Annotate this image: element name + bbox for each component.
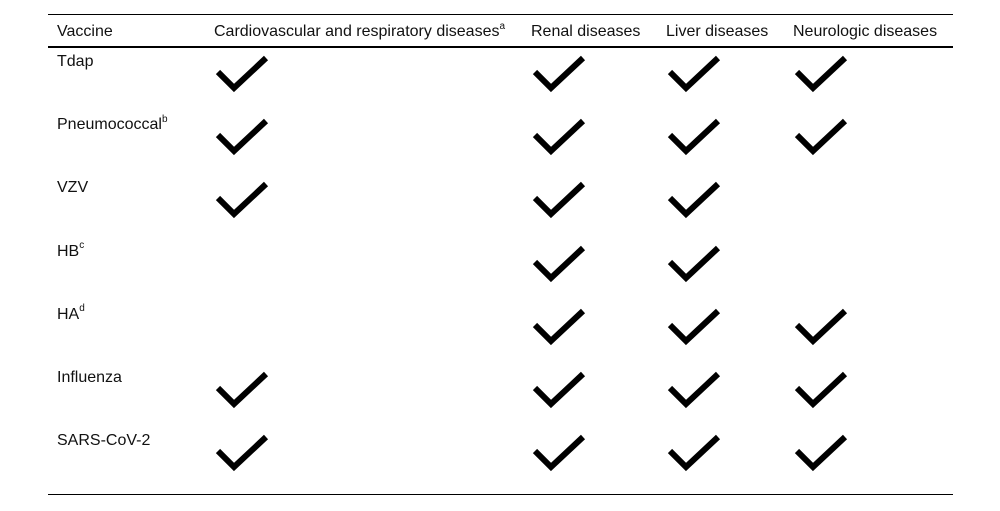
checkmark-icon [214,368,270,410]
checkmark-icon [531,431,587,473]
checkmark-icon [666,52,722,94]
vaccine-name-label: Pneumococcal [57,116,162,134]
table-header-rule [48,46,953,48]
checkmark-icon [214,52,270,94]
table-top-rule [48,14,953,15]
checkmark-icon [793,115,849,157]
vaccine-name [57,178,88,198]
header-neuro: Neurologic diseases [793,23,938,40]
checkmark-icon [793,368,849,410]
header-renal: Renal diseases [531,23,641,40]
checkmark-icon [531,242,587,284]
vaccine-name [57,305,85,325]
vaccine-footnote: c [79,240,85,252]
checkmark-icon [666,431,722,473]
checkmark-icon [214,115,270,157]
vaccine-name [57,368,122,388]
vaccine-name-label: SARS-CoV-2 [57,432,151,450]
table-bottom-rule [48,494,953,495]
vaccine-name-label: VZV [57,179,89,197]
vaccine-name [57,52,93,72]
checkmark-icon [214,431,270,473]
header-liver: Liver diseases [666,23,769,40]
vaccine-name-label: HB [57,242,80,260]
checkmark-icon [793,305,849,347]
header-cardio [214,22,505,42]
checkmark-icon [214,178,270,220]
vaccine-name [57,431,150,451]
vaccine-footnote: b [161,113,168,125]
checkmark-icon [793,52,849,94]
checkmark-icon [666,242,722,284]
vaccine-name [57,115,168,135]
checkmark-icon [531,368,587,410]
header-vaccine: Vaccine [57,23,113,40]
header-cardio-footnote: a [499,20,506,32]
vaccine-name [57,242,84,262]
header-cardio-label: Cardiovascular and respiratory diseases [214,23,500,40]
checkmark-icon [793,431,849,473]
vaccine-name-label: HA [57,305,80,323]
checkmark-icon [666,368,722,410]
vaccine-footnote: d [79,303,85,315]
checkmark-icon [666,115,722,157]
checkmark-icon [531,178,587,220]
checkmark-icon [666,178,722,220]
vaccine-name-label: Tdap [57,53,94,70]
checkmark-icon [531,115,587,157]
checkmark-icon [531,305,587,347]
checkmark-icon [666,305,722,347]
checkmark-icon [531,52,587,94]
vaccine-name-label: Influenza [57,369,122,386]
